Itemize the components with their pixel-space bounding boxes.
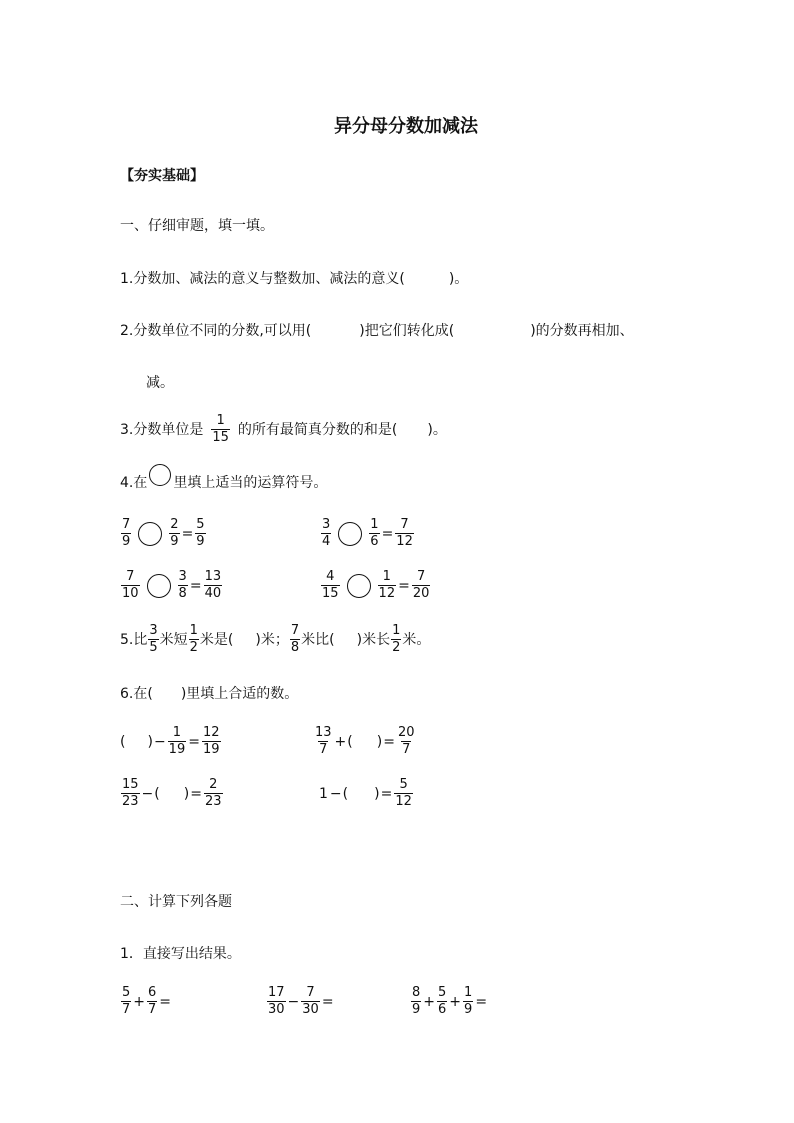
math-text: )的分数再相加、 — [530, 323, 634, 339]
math-text: + — [449, 993, 462, 1010]
math-text: = — [321, 993, 334, 1010]
numerator: 7 — [122, 517, 131, 532]
denominator: 6 — [370, 534, 379, 549]
q4-row-3 — [120, 570, 223, 601]
math-text: − — [153, 733, 166, 750]
denominator: 15 — [322, 586, 339, 601]
numerator: 2 — [170, 517, 179, 532]
math-text: = — [190, 785, 202, 802]
fraction — [169, 518, 179, 549]
math-text: ) — [147, 733, 153, 750]
fraction — [378, 570, 397, 601]
denominator: 7 — [402, 742, 411, 757]
math-text: 2.分数单位不同的分数,可以用( — [120, 323, 312, 339]
math-text: 米比( — [301, 631, 335, 648]
math-text: = — [475, 993, 488, 1010]
math-text: )把它们转化成( — [359, 323, 455, 339]
fraction — [121, 778, 140, 809]
q6-expr-3 — [120, 778, 224, 809]
numerator: 1 — [370, 517, 379, 532]
math-text: ( — [154, 785, 160, 802]
denominator: 6 — [438, 1002, 447, 1017]
numerator: 6 — [148, 985, 157, 1000]
math-text: 5.比 — [120, 631, 148, 648]
math-text: − — [287, 993, 300, 1010]
denominator: 2 — [189, 640, 198, 655]
numerator: 3 — [322, 517, 331, 532]
numerator: 12 — [202, 725, 220, 740]
denominator: 9 — [170, 534, 179, 549]
q6-expr-2 — [313, 726, 417, 757]
question-2-cont: 减。 — [146, 375, 174, 391]
denominator: 7 — [319, 742, 328, 757]
question-3 — [120, 414, 447, 445]
fraction — [195, 518, 205, 549]
question-4 — [120, 472, 327, 494]
fraction — [314, 726, 333, 757]
math-text: ( — [342, 785, 349, 802]
fraction — [301, 986, 320, 1017]
fraction — [395, 518, 414, 549]
calc-expr-3 — [410, 986, 488, 1017]
q6-expr-1 — [120, 726, 222, 757]
fraction — [397, 726, 416, 757]
math-text: 里填上适当的运算符号。 — [173, 475, 328, 491]
fraction — [202, 726, 221, 757]
math-text: = — [381, 525, 394, 542]
question-2 — [120, 322, 634, 340]
fraction — [178, 570, 188, 601]
numerator: 1 — [189, 623, 198, 638]
fraction — [267, 986, 286, 1017]
numerator: 3 — [149, 623, 158, 638]
fraction — [148, 624, 158, 655]
numerator: 7 — [306, 985, 315, 1000]
fraction — [290, 624, 300, 655]
calc-expr-2 — [266, 986, 335, 1017]
numerator: 1 — [382, 569, 391, 584]
fraction — [463, 986, 473, 1017]
math-text: + — [423, 993, 436, 1010]
math-text: 3.分数单位是 — [120, 421, 204, 438]
question-6: 6.在( )里填上合适的数。 — [120, 686, 299, 702]
page-title: 异分母分数加减法 — [334, 116, 478, 137]
math-text: 米。 — [402, 631, 431, 648]
q6-expr-4 — [318, 778, 414, 809]
math-text: − — [329, 785, 342, 802]
denominator: 9 — [412, 1002, 421, 1017]
math-text: )米长 — [356, 631, 391, 648]
numerator: 7 — [126, 569, 135, 584]
numerator: 13 — [204, 569, 222, 584]
denominator: 8 — [290, 640, 300, 655]
part1-heading: 一、仔细审题，填一填。 — [120, 218, 274, 234]
numerator: 7 — [416, 569, 426, 584]
denominator: 4 — [322, 534, 331, 549]
denominator: 10 — [122, 586, 139, 601]
part2-question-1: 1．直接写出结果。 — [120, 946, 241, 962]
numerator: 5 — [196, 517, 205, 532]
operator-blank-circle[interactable] — [138, 522, 162, 546]
calc-expr-1 — [120, 986, 172, 1017]
math-text: 米是( — [199, 631, 234, 648]
numerator: 13 — [315, 725, 332, 740]
operator-blank-circle[interactable] — [347, 574, 371, 598]
numerator: 17 — [268, 985, 285, 1000]
denominator: 7 — [148, 1002, 157, 1017]
numerator: 3 — [178, 569, 187, 584]
fraction — [189, 624, 199, 655]
math-text: 米短 — [159, 631, 188, 648]
denominator: 5 — [149, 640, 158, 655]
denominator: 8 — [178, 586, 187, 601]
fraction — [437, 986, 447, 1017]
fraction — [204, 778, 223, 809]
fraction — [412, 570, 431, 601]
question-5 — [120, 624, 430, 655]
denominator: 15 — [212, 430, 229, 445]
numerator: 4 — [326, 569, 335, 584]
numerator: 1 — [172, 725, 182, 740]
q4-row-4 — [320, 570, 431, 601]
math-text: + — [133, 993, 146, 1010]
math-text: ) — [374, 785, 380, 802]
numerator: 5 — [122, 985, 131, 1000]
fraction — [147, 986, 157, 1017]
numerator: 20 — [397, 725, 415, 740]
denominator: 40 — [204, 586, 222, 601]
numerator: 8 — [412, 985, 421, 1000]
math-text: = — [398, 577, 410, 594]
math-text: ( — [347, 733, 353, 750]
q4-row-2 — [320, 518, 415, 549]
denominator: 2 — [392, 640, 401, 655]
math-text: ) — [183, 785, 190, 802]
numerator: 1 — [392, 623, 401, 638]
numerator: 1 — [464, 985, 473, 1000]
operator-circle-icon — [149, 464, 171, 486]
denominator: 12 — [396, 534, 413, 549]
denominator: 20 — [412, 586, 430, 601]
denominator: 9 — [196, 534, 205, 549]
math-text: + — [334, 733, 347, 750]
denominator: 23 — [204, 794, 222, 809]
fraction — [204, 570, 223, 601]
math-text: 的所有最简真分数的和是( — [237, 421, 398, 438]
denominator: 19 — [168, 742, 186, 757]
denominator: 30 — [268, 1002, 285, 1017]
math-text: = — [159, 993, 172, 1010]
fraction — [121, 986, 131, 1017]
denominator: 30 — [302, 1002, 319, 1017]
q4-row-1 — [120, 518, 207, 549]
fraction — [321, 518, 331, 549]
numerator: 2 — [209, 777, 218, 792]
fraction — [369, 518, 379, 549]
fraction — [121, 570, 140, 601]
numerator: 1 — [216, 413, 225, 428]
fraction — [121, 518, 131, 549]
fraction — [321, 570, 340, 601]
denominator: 9 — [464, 1002, 473, 1017]
math-text: ( — [120, 733, 126, 750]
numerator: 7 — [400, 517, 409, 532]
numerator: 5 — [399, 777, 408, 792]
math-text: = — [189, 577, 202, 594]
numerator: 7 — [290, 623, 300, 638]
denominator: 12 — [395, 794, 412, 809]
denominator: 19 — [202, 742, 220, 757]
math-text: )。 — [427, 421, 447, 438]
math-text: )。 — [448, 271, 469, 287]
math-text: 4.在 — [120, 475, 148, 491]
operator-blank-circle[interactable] — [147, 574, 171, 598]
fraction — [394, 778, 413, 809]
numerator: 5 — [438, 985, 447, 1000]
fraction — [168, 726, 187, 757]
fraction — [411, 986, 421, 1017]
math-text: 1.分数加、减法的意义与整数加、减法的意义( — [120, 271, 405, 287]
denominator: 12 — [378, 586, 396, 601]
math-text: )米； — [255, 631, 289, 648]
math-text: ) — [376, 733, 383, 750]
operator-blank-circle[interactable] — [338, 522, 362, 546]
math-text: = — [380, 785, 393, 802]
denominator: 23 — [122, 794, 139, 809]
math-text: = — [188, 733, 200, 750]
denominator: 9 — [122, 534, 131, 549]
math-text: 1 — [319, 785, 328, 802]
fraction — [211, 414, 230, 445]
question-1 — [120, 270, 468, 288]
part2-heading: 二、计算下列各题 — [120, 894, 232, 910]
denominator: 7 — [122, 1002, 131, 1017]
fraction — [391, 624, 401, 655]
math-text: = — [181, 525, 194, 542]
section-basic: 【夯实基础】 — [120, 168, 204, 184]
numerator: 15 — [122, 777, 139, 792]
math-text: = — [383, 733, 395, 750]
math-text: − — [141, 785, 154, 802]
